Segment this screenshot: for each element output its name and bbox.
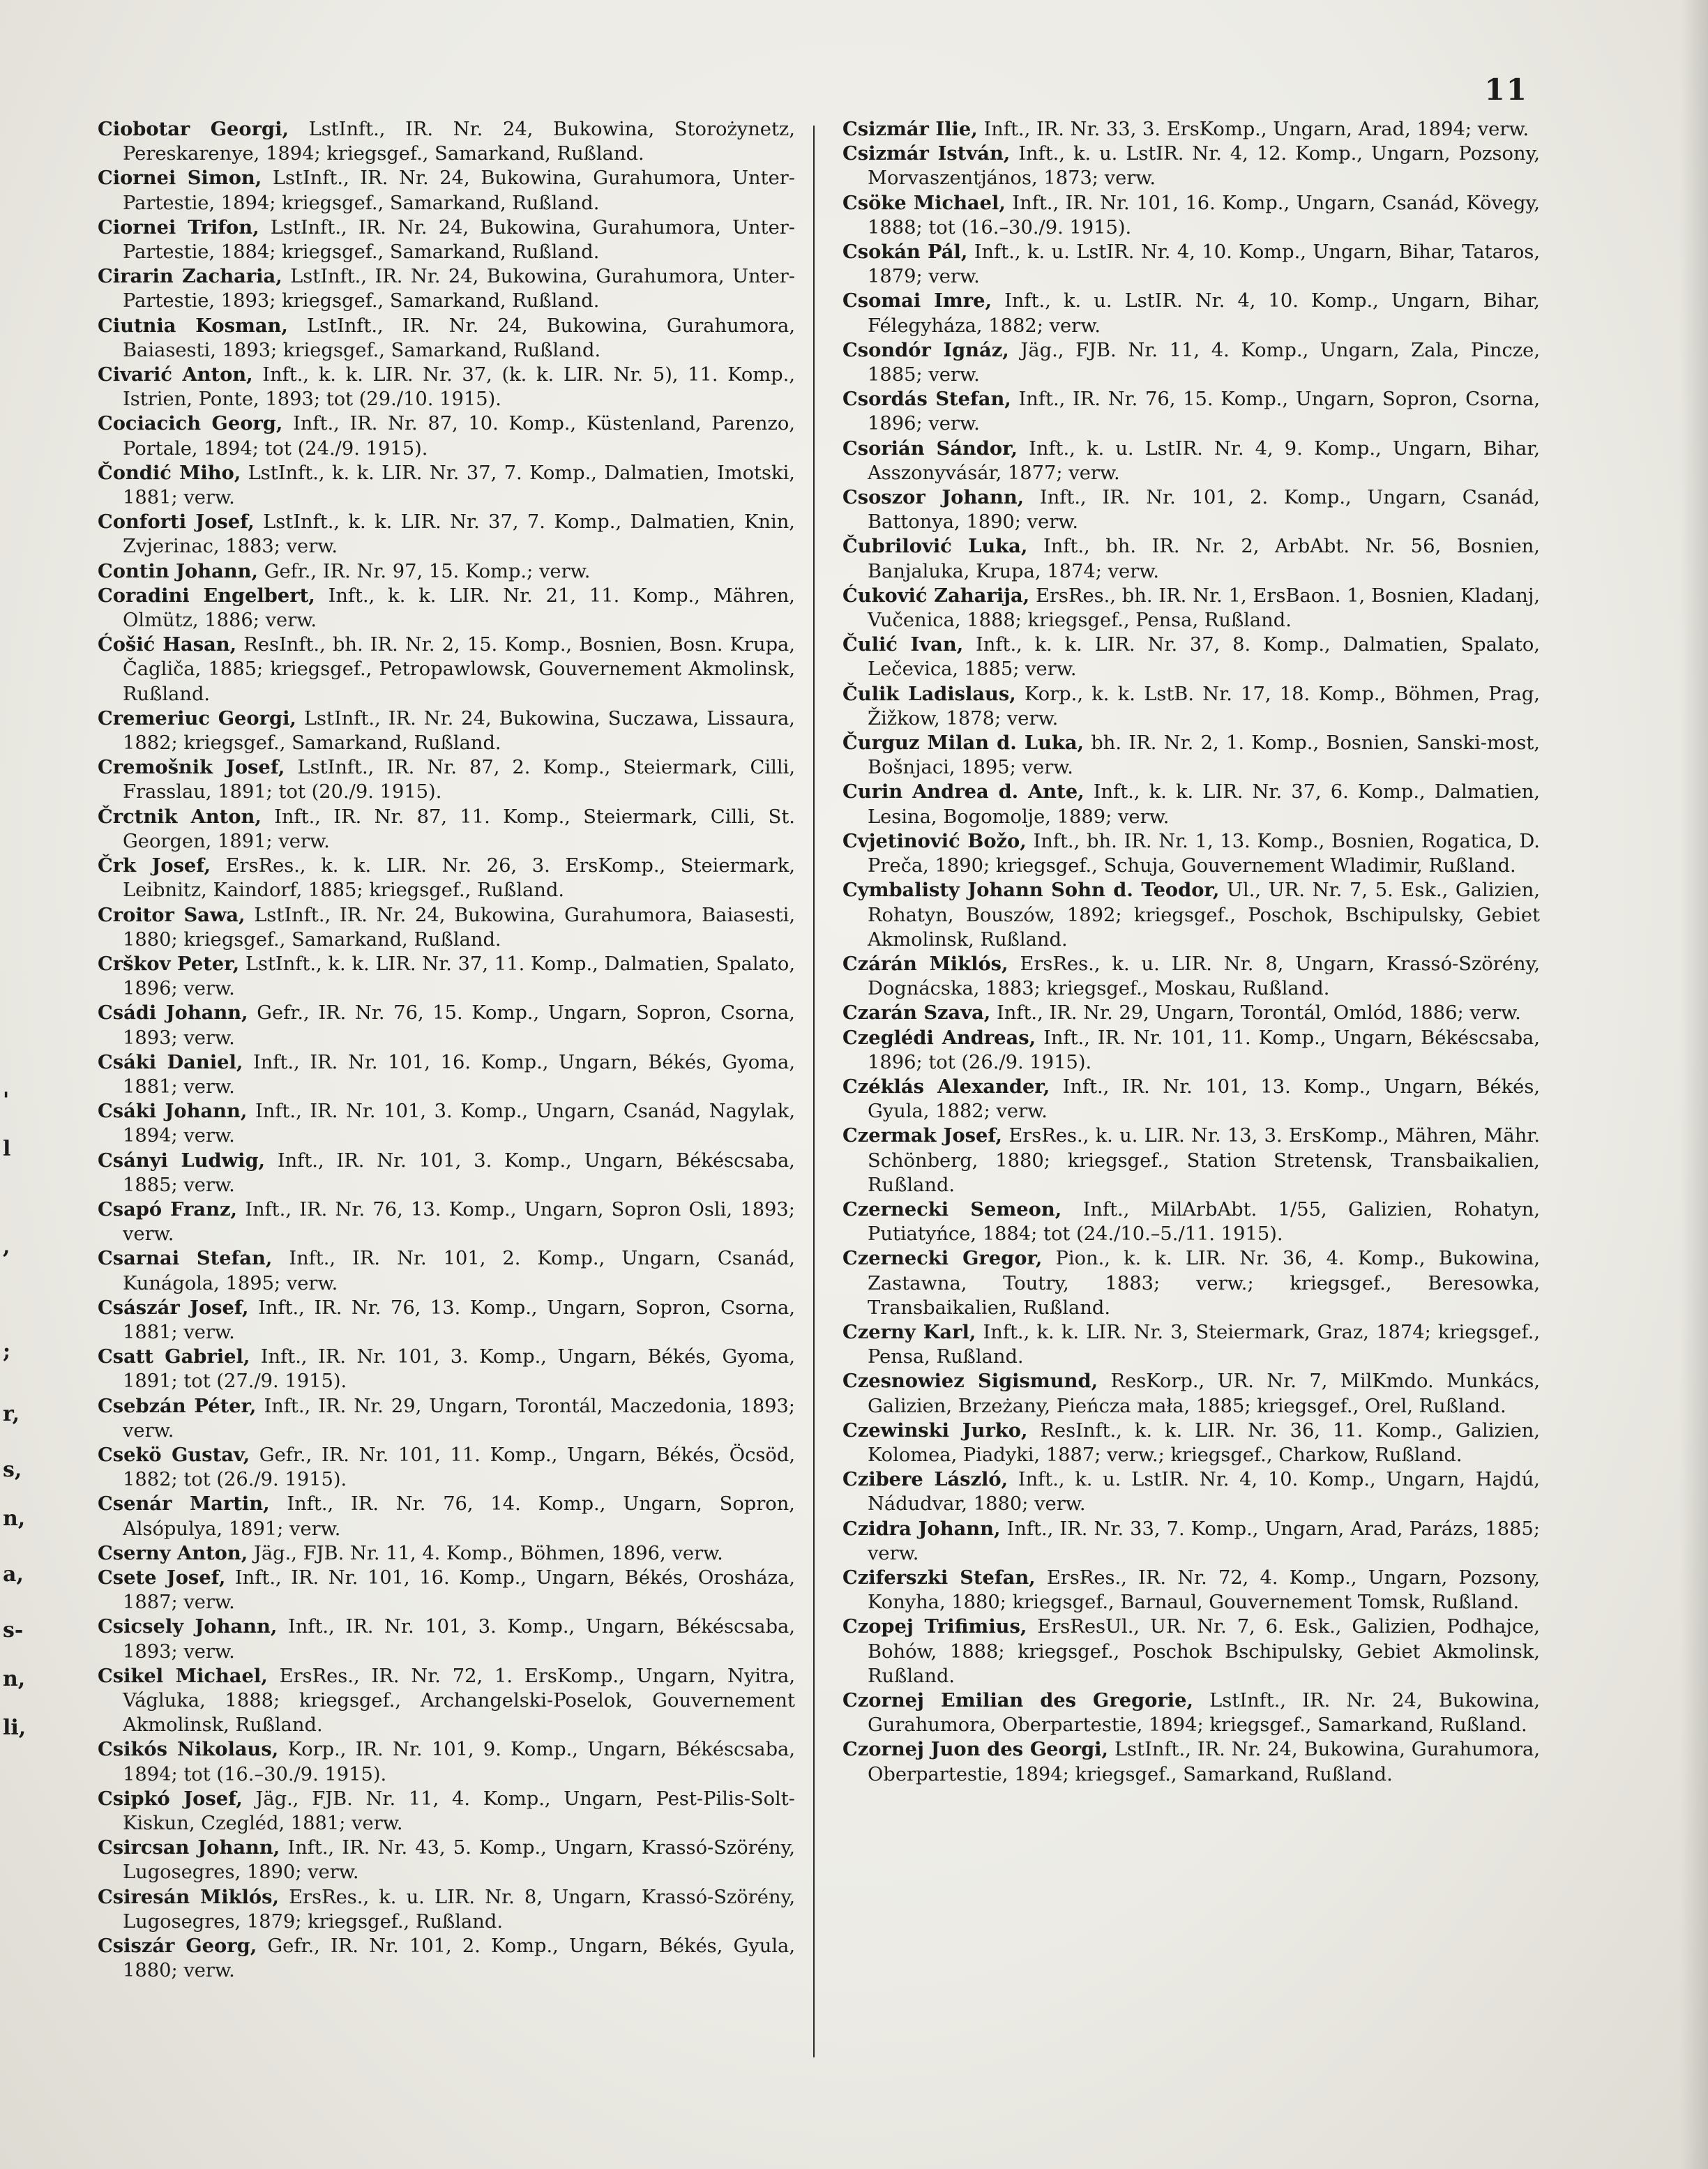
entry-name: Csizmár István, bbox=[842, 142, 1011, 165]
entry-details: Inft., IR. Nr. 101, 13. Komp., Ungarn, Békés, Gyula, 1882; verw. bbox=[868, 1075, 1540, 1123]
entry-name: Csipkó Josef, bbox=[98, 1787, 243, 1810]
entry-name: Csoszor Johann, bbox=[842, 486, 1025, 509]
entry-details: Inft., IR. Nr. 76, 13. Komp., Ungarn, Sopron, Csorna, 1881; verw. bbox=[123, 1297, 796, 1343]
entry-name: Csarnai Stefan, bbox=[98, 1247, 273, 1270]
entry-details: Inft., IR. Nr. 101, 16. Komp., Ungarn, Békés, Gyoma, 1881; verw. bbox=[123, 1051, 795, 1098]
register-entry bbox=[98, 1787, 795, 1836]
margin-mark: n, bbox=[3, 1667, 26, 1691]
register-entry bbox=[98, 216, 795, 264]
register-entry bbox=[98, 706, 795, 755]
entry-details: ResKorp., UR. Nr. 7, MilKmdo. Munkács, Galizien, Brzeżany, Pieńcza mała, 1885; kriegsgef., Orel, Rußland. bbox=[868, 1370, 1541, 1417]
register-entry bbox=[98, 854, 795, 902]
register-entry bbox=[842, 1246, 1540, 1320]
register-entry bbox=[98, 633, 795, 706]
entry-name: Csircsan Johann, bbox=[98, 1836, 280, 1859]
margin-mark: l bbox=[3, 1137, 11, 1161]
entry-details: Inft., IR. Nr. 29, Ungarn, Torontál, Omlód, 1886; verw. bbox=[990, 1002, 1521, 1025]
margin-mark: n, bbox=[3, 1506, 26, 1531]
entry-details: LstInft., k. k. LIR. Nr. 37, 7. Komp., Dalmatien, Knin, Zvjerinac, 1883; verw. bbox=[123, 511, 795, 558]
entry-name: Coradini Engelbert, bbox=[98, 584, 315, 607]
page-number: 11 bbox=[1484, 73, 1528, 107]
entry-details: Inft., IR. Nr. 87, 11. Komp., Steiermark, Cilli, St. Georgen, 1891; verw. bbox=[123, 806, 795, 852]
entry-details: LstInft., IR. Nr. 24, Bukowina, Gurahumora, Oberpartestie, 1894; kriegsgef., Samarkand, Rußland. bbox=[868, 1690, 1541, 1737]
entry-name: Csatt Gabriel, bbox=[98, 1345, 250, 1368]
entry-details: Inft., IR. Nr. 76, 13. Komp., Ungarn, Sopron Osli, 1893; verw. bbox=[123, 1198, 795, 1246]
entry-details: Inft., k. u. LstIR. Nr. 4, 10. Komp., Ungarn, Bihar, Tataros, 1879; verw. bbox=[868, 241, 1541, 288]
entry-details: Inft., k. k. LIR. Nr. 37, 6. Komp., Dalmatien, Lesina, Bogomolje, 1889; verw. bbox=[868, 781, 1540, 828]
entry-name: Ciornei Trifon, bbox=[98, 216, 259, 239]
margin-mark: , bbox=[3, 1234, 10, 1259]
entry-name: Czornej Emilian des Gregorie, bbox=[842, 1689, 1194, 1711]
entry-details: Korp., k. k. LstB. Nr. 17, 18. Komp., Böhmen, Prag, Žižkow, 1878; verw. bbox=[868, 683, 1540, 730]
register-entry bbox=[842, 1320, 1540, 1369]
entry-name: Civarić Anton, bbox=[98, 363, 253, 386]
entry-name: Csiresán Miklós, bbox=[98, 1885, 279, 1908]
margin-mark: li, bbox=[3, 1716, 27, 1740]
entry-name: Csete Josef, bbox=[98, 1566, 226, 1589]
margin-mark: r, bbox=[3, 1402, 20, 1426]
entry-details: Inft., k. k. LIR. Nr. 37, 8. Komp., Dalmatien, Spalato, Lečevica, 1885; verw. bbox=[868, 634, 1540, 681]
left-column bbox=[98, 117, 795, 1983]
register-entry bbox=[98, 805, 795, 854]
entry-details: Inft., IR. Nr. 33, 7. Komp., Ungarn, Arad, Parázs, 1885; verw. bbox=[868, 1518, 1540, 1564]
entry-name: Čondić Miho, bbox=[98, 461, 241, 484]
entry-name: Csebzán Péter, bbox=[98, 1394, 257, 1417]
register-entry bbox=[98, 363, 795, 411]
entry-name: Czernecki Semeon, bbox=[842, 1197, 1062, 1220]
entry-name: Csenár Martin, bbox=[98, 1492, 270, 1516]
entry-details: Inft., IR. Nr. 101, 11. Komp., Ungarn, Békéscsaba, 1896; tot (26./9. 1915). bbox=[868, 1027, 1540, 1073]
entry-details: LstInft., IR. Nr. 24, Bukowina, Storożynetz, Pereskarenye, 1894; kriegsgef., Samarkand, Rußland. bbox=[123, 119, 795, 165]
register-entry bbox=[842, 387, 1540, 436]
entry-name: Csádi Johann, bbox=[98, 1002, 248, 1025]
entry-details: Inft., IR. Nr. 43, 5. Komp., Ungarn, Krassó-Szörény, Lugosegres, 1890; verw. bbox=[123, 1837, 795, 1884]
entry-details: ErsRes., k. u. LIR. Nr. 13, 3. ErsKomp., Mähren, Mähr. Schönberg, 1880; kriegsgef., Station Stretensk, Transbaikalien, Rußland. bbox=[868, 1125, 1540, 1196]
register-entry bbox=[842, 584, 1540, 633]
register-entry bbox=[98, 1934, 795, 1983]
entry-details: ResInft., k. k. LIR. Nr. 36, 11. Komp., Galizien, Kolomea, Piadyki, 1887; verw.; kriegsgef., Charkow, Rußland. bbox=[868, 1419, 1540, 1466]
entry-details: LstInft., IR. Nr. 24, Bukowina, Gurahumora, Baiasesti, 1880; kriegsgef., Samarkand, Rußland. bbox=[123, 904, 795, 951]
register-entry bbox=[842, 1369, 1540, 1418]
register-entry bbox=[98, 559, 795, 584]
register-entry bbox=[842, 878, 1540, 952]
entry-details: LstInft., IR. Nr. 24, Bukowina, Gurahumora, Unter-Partestie, 1894; kriegsgef., Samarkand, Rußland. bbox=[123, 167, 795, 214]
entry-name: Cymbalisty Johann Sohn d. Teodor, bbox=[842, 879, 1220, 902]
entry-name: Ćuković Zaharija, bbox=[842, 584, 1030, 607]
entry-name: Czárán Miklós, bbox=[842, 952, 1008, 975]
register-entry bbox=[842, 682, 1540, 731]
entry-details: Inft., IR. Nr. 101, 3. Komp., Ungarn, Csanád, Nagylak, 1894; verw. bbox=[123, 1101, 795, 1147]
entry-name: Csicsely Johann, bbox=[98, 1615, 278, 1638]
entry-name: Cvjetinović Božo, bbox=[842, 829, 1027, 852]
entry-details: LstInft., k. k. LIR. Nr. 37, 7. Komp., Dalmatien, Imotski, 1881; verw. bbox=[123, 462, 795, 509]
entry-details: Gefr., IR. Nr. 101, 11. Komp., Ungarn, Békés, Öcsöd, 1882; tot (26./9. 1915). bbox=[123, 1444, 795, 1491]
entry-details: Korp., IR. Nr. 101, 9. Komp., Ungarn, Békéscsaba, 1894; tot (16.–30./9. 1915). bbox=[123, 1739, 796, 1785]
entry-details: ErsRes., k. k. LIR. Nr. 26, 3. ErsKomp., Steiermark, Leibnitz, Kaindorf, 1885; kriegsgef., Rußland. bbox=[123, 855, 795, 902]
entry-name: Cziferszki Stefan, bbox=[842, 1566, 1036, 1589]
entry-name: Czesnowiez Sigismund, bbox=[842, 1370, 1098, 1393]
register-entry bbox=[98, 952, 795, 1001]
entry-name: Czerny Karl, bbox=[842, 1320, 976, 1343]
entry-details: Inft., IR. Nr. 101, 16. Komp., Ungarn, Csanád, Kövegy, 1888; tot (16.–30./9. 1915). bbox=[868, 192, 1540, 239]
entry-name: Csöke Michael, bbox=[842, 191, 1006, 214]
register-entry bbox=[842, 485, 1540, 534]
entry-name: Ciutnia Kosman, bbox=[98, 314, 288, 337]
entry-details: Inft., IR. Nr. 101, 2. Komp., Ungarn, Csanád, Battonya, 1890; verw. bbox=[868, 487, 1540, 534]
register-entry bbox=[842, 1566, 1540, 1615]
entry-details: Inft., k. k. LIR. Nr. 21, 11. Komp., Mähren, Olmütz, 1886; verw. bbox=[123, 584, 795, 632]
entry-details: Inft., IR. Nr. 101, 3. Komp., Ungarn, Békéscsaba, 1885; verw. bbox=[123, 1149, 795, 1196]
entry-details: LstInft., IR. Nr. 24, Bukowina, Gurahumora, Unter-Partestie, 1893; kriegsgef., Samarkand, Rußland. bbox=[123, 266, 795, 312]
entry-details: ErsRes., bh. IR. Nr. 1, ErsBaon. 1, Bosnien, Kladanj, Vučenica, 1888; kriegsgef., Pensa, Rußland. bbox=[868, 584, 1540, 632]
entry-details: ErsRes., k. u. LIR. Nr. 8, Ungarn, Krassó-Szörény, Dognácska, 1883; kriegsgef., Moskau, Rußland. bbox=[868, 953, 1540, 1000]
entry-name: Czernecki Gregor, bbox=[842, 1247, 1043, 1270]
register-entry bbox=[842, 437, 1540, 485]
entry-details: ErsRes., IR. Nr. 72, 1. ErsKomp., Ungarn, Nyitra, Vágluka, 1888; kriegsgef., Archangelski-Poselok, Gouvernement Akmolinsk, Rußland. bbox=[123, 1665, 795, 1737]
register-entry bbox=[842, 1615, 1540, 1688]
entry-name: Csáki Johann, bbox=[98, 1100, 248, 1123]
entry-name: Čurguz Milan d. Luka, bbox=[842, 732, 1084, 755]
register-entry bbox=[842, 1737, 1540, 1786]
entry-details: Inft., IR. Nr. 101, 16. Komp., Ungarn, Békés, Orosháza, 1887; verw. bbox=[123, 1566, 795, 1614]
margin-mark: s- bbox=[3, 1618, 24, 1642]
register-entry bbox=[98, 1737, 795, 1786]
margin-mark: ' bbox=[3, 1088, 10, 1112]
entry-name: Csáki Daniel, bbox=[98, 1050, 243, 1073]
entry-details: Inft., IR. Nr. 87, 10. Komp., Küstenland, Parenzo, Portale, 1894; tot (24./9. 1915). bbox=[123, 413, 795, 460]
entry-details: ErsRes., k. u. LIR. Nr. 8, Ungarn, Krassó-Szörény, Lugosegres, 1879; kriegsgef., Rußland. bbox=[123, 1886, 795, 1933]
entry-details: Jäg., FJB. Nr. 11, 4. Komp., Ungarn, Pest-Pilis-Solt-Kiskun, Czegléd, 1881; verw. bbox=[123, 1788, 795, 1835]
register-entry bbox=[842, 952, 1540, 1001]
register-entry bbox=[842, 731, 1540, 780]
column-divider bbox=[813, 126, 815, 2057]
entry-name: Ciornei Simon, bbox=[98, 167, 262, 190]
entry-name: Czéklás Alexander, bbox=[842, 1075, 1050, 1098]
entry-name: Csondór Ignáz, bbox=[842, 338, 1009, 361]
entry-details: Inft., k. u. LstIR. Nr. 4, 12. Komp., Ungarn, Pozsony, Morvaszentjános, 1873; verw. bbox=[868, 143, 1541, 190]
margin-mark: a, bbox=[3, 1562, 24, 1587]
entry-details: Ul., UR. Nr. 7, 5. Esk., Galizien, Rohatyn, Bouszów, 1892; kriegsgef., Poschok, Bschipulsky, Gebiet Akmolinsk, Rußland. bbox=[868, 879, 1540, 951]
entry-name: Črctnik Anton, bbox=[98, 805, 262, 828]
entry-name: Czidra Johann, bbox=[842, 1517, 1001, 1540]
entry-name: Čubrilović Luka, bbox=[842, 535, 1028, 558]
entry-details: Gefr., IR. Nr. 76, 15. Komp., Ungarn, Sopron, Csorna, 1893; verw. bbox=[123, 1002, 795, 1049]
register-entry bbox=[842, 240, 1540, 289]
register-entry bbox=[98, 510, 795, 559]
entry-details: Inft., IR. Nr. 101, 2. Komp., Ungarn, Csanád, Kunágola, 1895; verw. bbox=[123, 1248, 795, 1294]
entry-name: Cremošnik Josef, bbox=[98, 756, 285, 779]
entry-name: Cremeriuc Georgi, bbox=[98, 706, 296, 730]
entry-name: Csikel Michael, bbox=[98, 1664, 268, 1687]
register-entry bbox=[842, 1419, 1540, 1467]
page-edge-shadow bbox=[1680, 0, 1708, 2169]
entry-details: Inft., k. u. LstIR. Nr. 4, 9. Komp., Ungarn, Bihar, Asszonyvásár, 1877; verw. bbox=[868, 437, 1540, 484]
entry-name: Csorián Sándor, bbox=[842, 437, 1018, 460]
register-entry bbox=[98, 755, 795, 804]
entry-name: Cserny Anton, bbox=[98, 1541, 248, 1564]
register-entry bbox=[98, 166, 795, 215]
register-entry bbox=[98, 1001, 795, 1050]
register-entry bbox=[842, 1517, 1540, 1566]
register-entry bbox=[842, 534, 1540, 583]
entry-name: Črk Josef, bbox=[98, 854, 211, 877]
entry-name: Csizmár Ilie, bbox=[842, 118, 978, 140]
register-entry bbox=[98, 1443, 795, 1492]
register-entry bbox=[98, 584, 795, 633]
entry-details: Inft., bh. IR. Nr. 1, 13. Komp., Bosnien, Rogatica, D. Preča, 1890; kriegsgef., Schuja, Gouvernement Wladimir, Rußland. bbox=[868, 830, 1540, 877]
register-entry bbox=[842, 829, 1540, 878]
entry-name: Csokán Pál, bbox=[842, 241, 968, 264]
register-entry bbox=[842, 289, 1540, 338]
register-entry bbox=[98, 1885, 795, 1934]
entry-name: Czewinski Jurko, bbox=[842, 1419, 1028, 1442]
entry-details: Inft., IR. Nr. 76, 15. Komp., Ungarn, Sopron, Csorna, 1896; verw. bbox=[868, 388, 1540, 435]
register-entry bbox=[842, 1026, 1540, 1075]
entry-name: Contin Johann, bbox=[98, 559, 258, 582]
entry-details: Inft., IR. Nr. 101, 3. Komp., Ungarn, Békés, Gyoma, 1891; tot (27./9. 1915). bbox=[123, 1346, 795, 1393]
entry-name: Csapó Franz, bbox=[98, 1197, 237, 1220]
entry-name: Conforti Josef, bbox=[98, 511, 255, 534]
register-entry bbox=[842, 1075, 1540, 1124]
entry-details: ErsRes., IR. Nr. 72, 4. Komp., Ungarn, Pozsony, Konyha, 1880; kriegsgef., Barnaul, Gouvernement Tomsk, Rußland. bbox=[868, 1566, 1540, 1614]
register-entry bbox=[98, 1246, 795, 1295]
entry-name: Curin Andrea d. Ante, bbox=[842, 780, 1084, 803]
entry-details: Jäg., FJB. Nr. 11, 4. Komp., Ungarn, Zala, Pincze, 1885; verw. bbox=[868, 339, 1541, 386]
entry-name: Csordás Stefan, bbox=[842, 388, 1011, 411]
entry-name: Crškov Peter, bbox=[98, 952, 240, 975]
entry-name: Czornej Juon des Georgi, bbox=[842, 1738, 1109, 1761]
entry-name: Croitor Sawa, bbox=[98, 903, 245, 926]
register-entry bbox=[98, 117, 795, 166]
entry-name: Čulik Ladislaus, bbox=[842, 682, 1016, 705]
entry-details: Inft., k. k. LIR. Nr. 3, Steiermark, Graz, 1874; kriegsgef., Pensa, Rußland. bbox=[868, 1321, 1541, 1368]
entry-name: Czeglédi Andreas, bbox=[842, 1026, 1036, 1049]
entry-details: Gefr., IR. Nr. 101, 2. Komp., Ungarn, Békés, Gyula, 1880; verw. bbox=[123, 1935, 795, 1982]
entry-name: Császár Josef, bbox=[98, 1296, 249, 1319]
right-column bbox=[842, 117, 1540, 1787]
register-entry bbox=[98, 1492, 795, 1541]
entry-name: Csányi Ludwig, bbox=[98, 1149, 266, 1172]
entry-details: LstInft., IR. Nr. 24, Bukowina, Gurahumora, Unter-Partestie, 1884; kriegsgef., Samarkand, Rußland. bbox=[123, 216, 795, 264]
register-entry bbox=[842, 117, 1540, 142]
register-entry bbox=[98, 1394, 795, 1443]
register-entry bbox=[842, 1197, 1540, 1246]
register-entry bbox=[842, 1467, 1540, 1516]
entry-details: Inft., IR. Nr. 29, Ungarn, Torontál, Maczedonia, 1893; verw. bbox=[123, 1395, 796, 1442]
register-entry bbox=[842, 780, 1540, 829]
entry-details: ResInft., bh. IR. Nr. 2, 15. Komp., Bosnien, Bosn. Krupa, Čagliča, 1885; kriegsgef., Petropawlowsk, Gouvernement Akmolinsk, Rußland. bbox=[123, 634, 795, 705]
entry-details: Inft., bh. IR. Nr. 2, ArbAbt. Nr. 56, Bosnien, Banjaluka, Krupa, 1874; verw. bbox=[868, 536, 1540, 582]
entry-details: Inft., k. u. LstIR. Nr. 4, 10. Komp., Ungarn, Hajdú, Nádudvar, 1880; verw. bbox=[868, 1469, 1540, 1516]
entry-name: Czermak Josef, bbox=[842, 1124, 1003, 1147]
register-entry bbox=[98, 1615, 795, 1663]
margin-mark: s, bbox=[3, 1458, 22, 1482]
register-entry bbox=[842, 142, 1540, 190]
register-entry bbox=[842, 1124, 1540, 1197]
entry-name: Czopej Trifimius, bbox=[842, 1615, 1027, 1638]
register-entry bbox=[98, 1345, 795, 1393]
register-entry bbox=[98, 1197, 795, 1246]
entry-details: LstInft., k. k. LIR. Nr. 37, 11. Komp., Dalmatien, Spalato, 1896; verw. bbox=[123, 953, 795, 1000]
entry-details: LstInft., IR. Nr. 24, Bukowina, Suczawa, Lissaura, 1882; kriegsgef., Samarkand, Rußland. bbox=[123, 707, 795, 755]
entry-details: Gefr., IR. Nr. 97, 15. Komp.; verw. bbox=[257, 560, 591, 582]
entry-name: Csikós Nikolaus, bbox=[98, 1738, 279, 1761]
entry-details: LstInft., IR. Nr. 24, Bukowina, Gurahumora, Oberpartestie, 1894; kriegsgef., Samarkand, Rußland. bbox=[868, 1739, 1540, 1785]
register-entry bbox=[98, 903, 795, 952]
entry-name: Csekö Gustav, bbox=[98, 1443, 250, 1466]
entry-name: Ciobotar Georgi, bbox=[98, 118, 289, 140]
entry-details: Jäg., FJB. Nr. 11, 4. Komp., Böhmen, 1896, verw. bbox=[248, 1542, 723, 1564]
register-entry bbox=[98, 411, 795, 460]
entry-name: Czibere László, bbox=[842, 1468, 1008, 1491]
entry-name: Czarán Szava, bbox=[842, 1002, 991, 1025]
register-entry bbox=[842, 1688, 1540, 1737]
entry-details: Inft., MilArbAbt. 1/55, Galizien, Rohatyn, Putiatyńce, 1884; tot (24./10.–5./11. 1915). bbox=[868, 1198, 1541, 1246]
entry-name: Ćošić Hasan, bbox=[98, 633, 237, 656]
register-entry bbox=[98, 461, 795, 510]
margin-mark: ; bbox=[3, 1339, 11, 1363]
register-entry bbox=[842, 1001, 1540, 1025]
entry-details: LstInft., IR. Nr. 24, Bukowina, Gurahumora, Baiasesti, 1893; kriegsgef., Samarkand, Rußland. bbox=[123, 315, 796, 361]
entry-details: bh. IR. Nr. 2, 1. Komp., Bosnien, Sanski-most, Bošnjaci, 1895; verw. bbox=[868, 732, 1540, 779]
entry-name: Csomai Imre, bbox=[842, 289, 992, 312]
entry-name: Cociacich Georg, bbox=[98, 412, 283, 435]
entry-details: Inft., IR. Nr. 76, 14. Komp., Ungarn, Sopron, Alsópulya, 1891; verw. bbox=[123, 1493, 795, 1540]
entry-details: Inft., IR. Nr. 101, 3. Komp., Ungarn, Békéscsaba, 1893; verw. bbox=[123, 1616, 795, 1663]
entry-details: ErsResUl., UR. Nr. 7, 6. Esk., Galizien, Podhajce, Bohów, 1888; kriegsgef., Poschok Bschipulsky, Gebiet Akmolinsk, Rußland. bbox=[868, 1616, 1540, 1687]
entry-details: Inft., k. k. LIR. Nr. 37, (k. k. LIR. Nr. 5), 11. Komp., Istrien, Ponte, 1893; tot (29./10. 1915). bbox=[123, 364, 795, 411]
entry-details: Inft., IR. Nr. 33, 3. ErsKomp., Ungarn, Arad, 1894; verw. bbox=[977, 119, 1529, 140]
register-entry bbox=[98, 1050, 795, 1099]
entry-name: Cirarin Zacharia, bbox=[98, 265, 282, 288]
register-entry bbox=[98, 264, 795, 313]
register-entry bbox=[98, 314, 795, 363]
register-entry bbox=[842, 338, 1540, 387]
entry-details: Pion., k. k. LIR. Nr. 36, 4. Komp., Bukowina, Zastawna, Toutry, 1883; verw.; kriegsgef., Beresowka, Transbaikalien, Rußland. bbox=[868, 1248, 1540, 1319]
entry-details: Inft., k. u. LstIR. Nr. 4, 10. Komp., Ungarn, Bihar, Félegyháza, 1882; verw. bbox=[868, 290, 1540, 337]
register-entry bbox=[98, 1664, 795, 1738]
entry-details: LstInft., IR. Nr. 87, 2. Komp., Steiermark, Cilli, Frasslau, 1891; tot (20./9. 1915). bbox=[123, 757, 796, 803]
register-entry bbox=[98, 1541, 795, 1566]
register-entry bbox=[98, 1836, 795, 1884]
register-entry bbox=[842, 191, 1540, 240]
entry-name: Csiszár Georg, bbox=[98, 1935, 257, 1958]
register-entry bbox=[842, 633, 1540, 681]
register-entry bbox=[98, 1296, 795, 1345]
register-entry bbox=[98, 1566, 795, 1615]
register-entry bbox=[98, 1149, 795, 1197]
entry-name: Čulić Ivan, bbox=[842, 633, 964, 656]
register-entry bbox=[98, 1099, 795, 1148]
